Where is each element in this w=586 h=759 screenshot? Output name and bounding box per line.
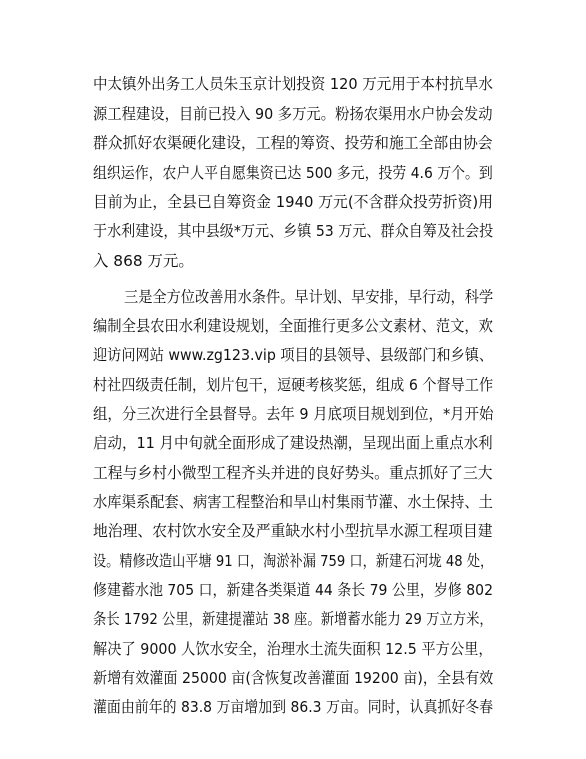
text-line: 群众抓好农渠硬化建设，工程的筹资、投劳和施工全部由协会: [93, 134, 493, 152]
text-line: 启动，11 月中旬就全面形成了建设热潮，呈现出面上重点水利: [93, 434, 493, 452]
text-line: 水库渠系配套、病害工程整治和旱山村集雨节灌、水土保持、土: [93, 493, 493, 511]
text-line: 新增有效灌面 25000 亩(含恢复改善灌面 19200 亩)，全县有效: [93, 669, 494, 687]
text-line: 编制全县农田水利建设规划，全面推行更多公文素材、范文，欢: [93, 317, 493, 335]
text-line: 迎访问网站 www.zg123.vip 项目的县领导、县级部门和乡镇、: [93, 346, 494, 364]
text-line: 解决了 9000 人饮水安全，治理水土流失面积 12.5 平方公里，: [93, 640, 493, 658]
text-line: 设。精修改造山平塘 91 口，淘淤补漏 759 口，新建石河垅 48 处，: [93, 552, 494, 570]
text-line: 村社四级责任制，划片包干，逗硬考核奖惩，组成 6 个督导工作: [93, 376, 494, 394]
text-line: 地治理、农村饮水安全及严重缺水村小型抗旱水源工程项目建: [93, 522, 493, 540]
text-line: 灌面由前年的 83.8 万亩增加到 86.3 万亩。同时，认真抓好冬春: [93, 698, 494, 716]
text-line: 中太镇外出务工人员朱玉京计划投资 120 万元用于本村抗旱水: [93, 75, 493, 93]
text-line: 目前为止，全县已自筹资金 1940 万元(不含群众投劳折资)用: [93, 193, 493, 211]
text-line: 组织运作，农户人平自愿集资已达 500 多元，投劳 4.6 万个。到: [93, 164, 493, 182]
text-line: 条长 1792 公里，新建提灌站 38 座。新增蓄水能力 29 万立方米，: [93, 610, 493, 628]
text-line: 修建蓄水池 705 口，新建各类渠道 44 条长 79 公里，岁修 802: [93, 581, 493, 599]
text-line: 源工程建设，目前已投入 90 多万元。粉扬农渠用水户协会发动: [93, 105, 493, 123]
text-line: 入 868 万元。: [93, 252, 194, 270]
text-line: 组，分三次进行全县督导。去年 9 月底项目规划到位，*月开始: [93, 405, 494, 423]
text-line: 于水利建设，其中县级*万元、乡镇 53 万元、群众自筹及社会投: [93, 222, 494, 240]
text-line: 工程与乡村小微型工程齐头并进的良好势头。重点抓好了三大: [93, 464, 493, 482]
text-line: 三是全方位改善用水条件。早计划、早安排，早行动，科学: [124, 288, 494, 306]
